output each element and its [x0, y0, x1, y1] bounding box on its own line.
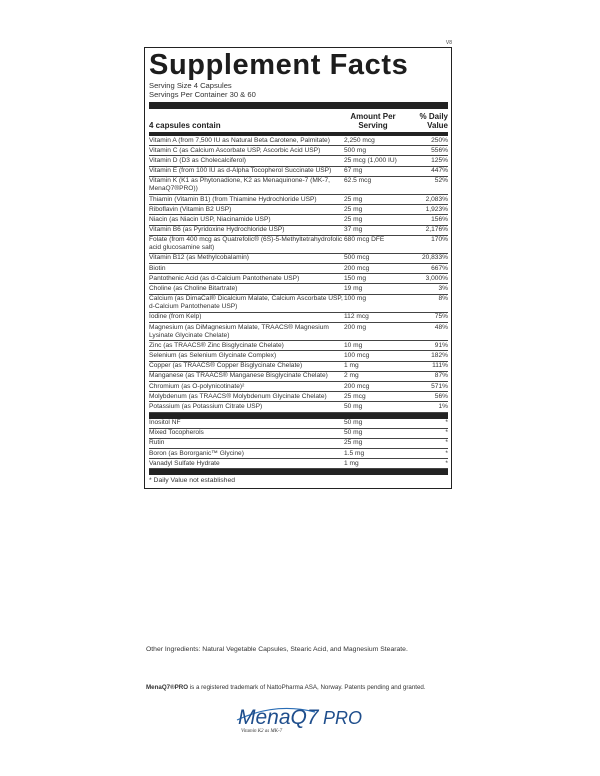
- table-row: [149, 195, 448, 205]
- nutrient-amount: 1.5 mg: [344, 449, 365, 457]
- table-row: [149, 323, 448, 341]
- table-row: [149, 402, 448, 412]
- table-row: [149, 284, 448, 294]
- nutrient-name: Iodine (from Kelp): [149, 313, 202, 321]
- table-row: [149, 295, 448, 313]
- table-row: [149, 372, 448, 382]
- nutrient-dv: 87%: [434, 372, 448, 380]
- nutrient-amount: 2 mg: [344, 372, 359, 380]
- footnote: * Daily Value not established: [149, 477, 236, 485]
- table-row: [149, 429, 448, 439]
- table-row: [149, 419, 448, 429]
- nutrient-name: Chromium (as O-polynicotinate)²: [149, 382, 245, 390]
- trademark-text: is a registered trademark of NattoPharma ASA, Norway. Patents pending and granted.: [188, 684, 426, 691]
- header-amount: Amount Per Serving: [350, 112, 396, 130]
- nutrient-dv: 125%: [431, 156, 448, 164]
- nutrient-amount: 25 mg: [344, 215, 363, 223]
- version-code: V8: [445, 40, 452, 46]
- nutrient-dv: 48%: [434, 323, 448, 331]
- table-row: [149, 362, 448, 372]
- table-row: [149, 254, 448, 264]
- nutrient-dv: 20,833%: [421, 254, 448, 262]
- header-contain: 4 capsules contain: [149, 121, 221, 130]
- nutrient-dv: 3,000%: [425, 274, 448, 282]
- nutrient-name: Vitamin A (from 7,500 IU as Natural Beta Carotene, Palmitate): [149, 136, 330, 144]
- nutrient-name: Magnesium (as DiMagnesium Malate, TRAACS® Magnesium Lysinate Glycinate Chelate): [149, 323, 329, 339]
- table-row: [149, 313, 448, 323]
- nutrient-amount: 25 mg: [344, 439, 363, 447]
- nutrient-table: [149, 136, 448, 413]
- nutrient-dv: 56%: [434, 392, 448, 400]
- nutrient-amount: 2,250 mcg: [344, 136, 375, 144]
- nutrient-name: Folate (from 400 mcg as Quatrefolic® (6S)-5-Methyltetrahydrofolic acid glucosamine salt): [149, 236, 343, 252]
- nutrient-amount: 100 mcg: [344, 351, 370, 359]
- nutrient-dv: 8%: [438, 295, 448, 303]
- nutrient-amount: 200 mcg: [344, 382, 370, 390]
- menaq7-pro-logo: [235, 700, 375, 736]
- nutrient-dv: *: [445, 439, 448, 447]
- nutrient-name: Molybdenum (as TRAACS® Molybdenum Glycinate Chelate): [149, 392, 327, 400]
- nutrient-dv: 3%: [438, 285, 448, 293]
- serving-size: Serving Size 4 Capsules: [149, 81, 232, 90]
- nutrient-name: Thiamin (Vitamin B1) (from Thiamine Hydrochloride USP): [149, 195, 317, 203]
- table-row: [149, 156, 448, 166]
- nutrient-amount: 62.5 mcg: [344, 177, 372, 185]
- table-row: [149, 274, 448, 284]
- table-row: [149, 167, 448, 177]
- nutrient-dv: 2,083%: [425, 195, 448, 203]
- nutrient-amount: 50 mg: [344, 429, 363, 437]
- logo-pro-text: PRO: [323, 708, 363, 728]
- nutrient-name: Vitamin C (as Calcium Ascorbate USP, Ascorbic Acid USP): [149, 146, 321, 154]
- nutrient-dv: 111%: [432, 362, 448, 370]
- nutrient-name: Vitamin B12 (as Methylcobalamin): [149, 254, 249, 262]
- other-ingredients: Other Ingredients: Natural Vegetable Capsules, Stearic Acid, and Magnesium Stearate.: [146, 646, 408, 653]
- table-row: [149, 382, 448, 392]
- nutrient-dv: *: [445, 449, 448, 457]
- nutrient-amount: 112 mcg: [344, 313, 369, 321]
- nutrient-amount: 1 mg: [344, 459, 359, 467]
- nutrient-amount: 25 mg: [344, 205, 363, 213]
- table-row: [149, 226, 448, 236]
- nutrient-name: Mixed Tocopherols: [149, 429, 204, 437]
- nutrient-amount: 25 mg: [344, 195, 363, 203]
- logo-main-text: MenaQ7: [238, 706, 319, 729]
- table-row: [149, 351, 448, 361]
- nutrient-name: Vitamin K (K1 as Phytonadione, K2 as Menaquinone-7 (MK-7, MenaQ7®PRO)): [149, 177, 330, 193]
- nutrient-dv: 52%: [434, 177, 448, 185]
- nutrient-dv: 75%: [434, 313, 448, 321]
- nutrient-name: Choline (as Choline Bitartrate): [149, 285, 238, 293]
- panel-title: Supplement Facts: [149, 49, 409, 81]
- supplement-facts-panel: [144, 40, 452, 489]
- nutrient-name: Rutin: [149, 439, 165, 447]
- nutrient-dv: 91%: [434, 341, 448, 349]
- nutrient-amount: 150 mg: [344, 274, 366, 282]
- nutrient-name: Vitamin D (D3 as Cholecalciferol): [149, 156, 246, 164]
- nutrient-dv: 182%: [431, 351, 448, 359]
- nutrient-name: Vanadyl Sulfate Hydrate: [149, 459, 220, 467]
- trademark-brand: MenaQ7®PRO: [146, 684, 189, 691]
- table-row: [149, 146, 448, 156]
- table-row: [149, 341, 448, 351]
- nutrient-amount: 1 mg: [344, 362, 359, 370]
- nutrient-name: Potassium (as Potassium Citrate USP): [149, 402, 263, 410]
- nutrient-name: Copper (as TRAACS® Copper Bisglycinate Chelate): [149, 362, 303, 370]
- nutrient-dv: 447%: [431, 167, 448, 175]
- nutrient-name: Riboflavin (Vitamin B2 USP): [149, 205, 232, 213]
- nutrient-name: Inositol NF: [149, 419, 181, 427]
- table-row: [149, 177, 448, 195]
- nutrient-amount: 25 mcg (1,000 IU): [344, 156, 397, 164]
- nutrient-amount: 50 mg: [344, 402, 363, 410]
- nutrient-amount: 10 mg: [344, 341, 363, 349]
- nutrient-name: Biotin: [149, 264, 166, 272]
- nutrient-amount: 200 mcg: [344, 264, 370, 272]
- nutrient-dv: 667%: [431, 264, 448, 272]
- table-row: [149, 392, 448, 402]
- table-row: [149, 205, 448, 215]
- nutrient-amount: 50 mg: [344, 419, 363, 427]
- servings-per-container: Servings Per Container 30 & 60: [149, 90, 256, 99]
- nutrient-amount: 25 mcg: [344, 392, 366, 400]
- nutrient-dv: 1%: [438, 402, 448, 410]
- nutrient-amount: 200 mg: [344, 323, 366, 331]
- nutrient-amount: 37 mg: [344, 226, 363, 234]
- nutrient-dv: 556%: [431, 146, 448, 154]
- nutrient-dv: *: [445, 429, 448, 437]
- logo-subtext: Vitamin K2 as MK-7: [241, 729, 283, 734]
- other-nutrient-table: [149, 419, 448, 470]
- nutrient-dv: *: [445, 419, 448, 427]
- nutrient-dv: 170%: [431, 236, 448, 244]
- trademark-note: [146, 684, 426, 691]
- nutrient-dv: 571%: [431, 382, 448, 390]
- nutrient-amount: 19 mg: [344, 285, 363, 293]
- nutrient-name: Zinc (as TRAACS® Zinc Bisglycinate Chelate): [149, 341, 284, 349]
- header-dv: % Daily Value: [419, 112, 448, 130]
- table-header: [149, 110, 448, 132]
- nutrient-dv: 156%: [431, 215, 448, 223]
- nutrient-name: Calcium (as DimaCal® Dicalcium Malate, Calcium Ascorbate USP, d-Calcium Pantothenate USP): [149, 295, 343, 311]
- nutrient-name: Selenium (as Selenium Glycinate Complex): [149, 351, 277, 359]
- table-row: [149, 236, 448, 254]
- nutrient-amount: 500 mcg: [344, 254, 370, 262]
- nutrient-name: Niacin (as Niacin USP, Niacinamide USP): [149, 215, 271, 223]
- nutrient-name: Boron (as Bororganic™ Glycine): [149, 449, 244, 457]
- nutrient-name: Pantothenic Acid (as d-Calcium Pantothenate USP): [149, 274, 300, 282]
- table-row: [149, 136, 448, 146]
- nutrient-amount: 500 mg: [344, 146, 366, 154]
- nutrient-amount: 100 mg: [344, 295, 366, 303]
- nutrient-name: Vitamin B6 (as Pyridoxine Hydrochloride USP): [149, 226, 285, 234]
- nutrient-dv: 250%: [431, 136, 448, 144]
- table-row: [149, 264, 448, 274]
- nutrient-dv: 2,176%: [425, 226, 448, 234]
- nutrient-dv: *: [445, 459, 448, 467]
- table-row: [149, 439, 448, 449]
- nutrient-name: Manganese (as TRAACS® Manganese Bisglycinate Chelate): [149, 372, 328, 380]
- table-row: [149, 449, 448, 459]
- table-row: [149, 215, 448, 225]
- nutrient-dv: 1,923%: [425, 205, 448, 213]
- table-row: [149, 459, 448, 469]
- nutrient-amount: 67 mg: [344, 167, 363, 175]
- divider-thick: [149, 102, 448, 109]
- nutrient-amount: 680 mcg DFE: [344, 236, 385, 244]
- nutrient-name: Vitamin E (from 100 IU as d-Alpha Tocopherol Succinate USP): [149, 167, 332, 175]
